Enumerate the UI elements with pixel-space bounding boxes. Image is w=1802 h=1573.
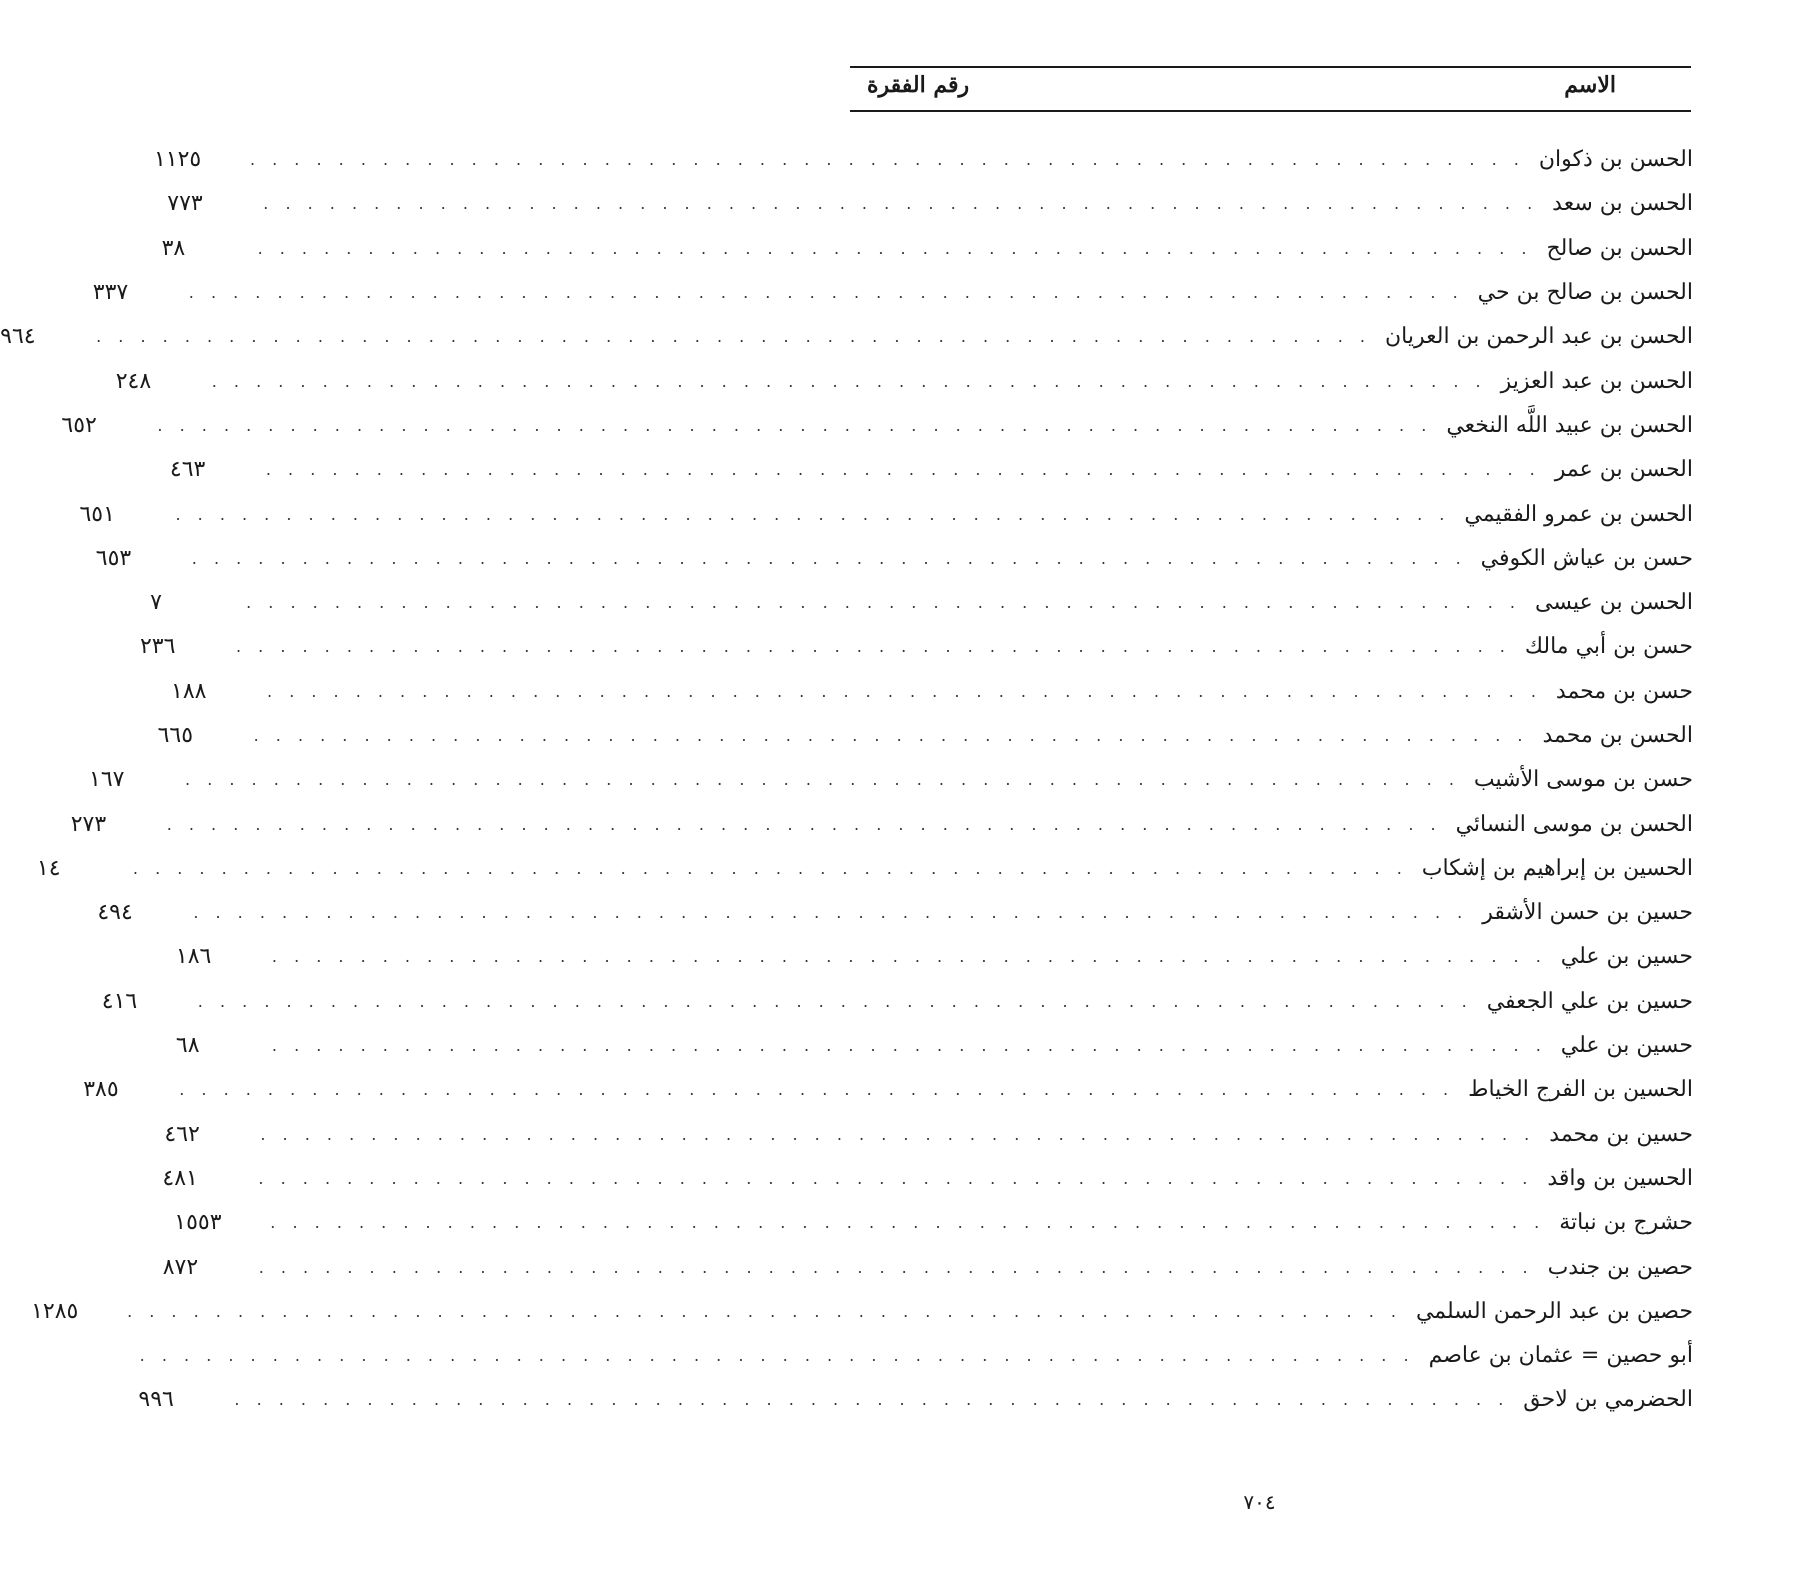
entry-name: الحسن بن عبيد اللَّه النخعي <box>1446 412 1693 438</box>
header-bottom-rule <box>850 110 1691 112</box>
entry-name: حسن بن عياش الكوفي <box>1480 545 1693 571</box>
index-entry-row <box>83 1068 1693 1112</box>
entry-name: حصين بن عبد الرحمن السلمي <box>1415 1298 1693 1324</box>
entry-paragraph-number: ٤١٦ <box>101 988 138 1014</box>
entry-paragraph-number: ٤٦٢ <box>164 1121 200 1147</box>
entry-name: الحسين بن إبراهيم بن إشكاب <box>1421 855 1693 881</box>
dot-leader: . . . . . . . . . . . . . . . . . . . . . . . . . . . . . . . . . . . . . . . . . . . . . . . . . . . . . . . . . . <box>211 371 1487 391</box>
dot-leader: . . . . . . . . . . . . . . . . . . . . . . . . . . . . . . . . . . . . . . . . . . . . . . . . . . . . . . . . . . <box>265 460 1541 480</box>
dot-leader: . . . . . . . . . . . . . . . . . . . . . . . . . . . . . . . . . . . . . . . . . . . . . . . . . . . . . . . . . . <box>166 814 1442 834</box>
entry-name: حصين بن جندب <box>1547 1254 1693 1280</box>
entry-paragraph-number: ١٨٨ <box>171 678 207 704</box>
entry-paragraph-number: ٦٨ <box>175 1033 200 1059</box>
dot-leader: . . . . . . . . . . . . . . . . . . . . . . . . . . . . . . . . . . . . . . . . . . . . . . . . . . . . . . . . . . <box>191 548 1467 568</box>
index-entry-row <box>95 537 1693 581</box>
entry-name: الحسن بن صالح بن حي <box>1477 280 1693 306</box>
entry-name: أبو حصين = عثمان بن عاصم <box>1428 1343 1693 1369</box>
entry-name: الحسين بن واقد <box>1547 1165 1693 1191</box>
entry-paragraph-number: ١٨٦ <box>175 944 212 970</box>
index-entry-row <box>31 1290 1693 1334</box>
index-entry-row <box>161 227 1693 271</box>
entry-name: حسن بن أبي مالك <box>1524 634 1693 660</box>
entry-name: الحسن بن عيسى <box>1535 590 1693 616</box>
entry-paragraph-number: ٩٦٤ <box>0 324 36 350</box>
entry-paragraph-number: ٦٥١ <box>79 501 115 527</box>
dot-leader: . . . . . . . . . . . . . . . . . . . . . . . . . . . . . . . . . . . . . . . . . . . . . . . . . . . . . . . . . . <box>246 593 1522 613</box>
dot-leader: . . . . . . . . . . . . . . . . . . . . . . . . . . . . . . . . . . . . . . . . . . . . . . . . . . . . . . . . . . <box>263 194 1539 214</box>
entry-paragraph-number: ٩٩٦ <box>138 1387 174 1413</box>
entry-paragraph-number: ٢٧٣ <box>70 811 107 837</box>
index-entry-row <box>36 847 1693 891</box>
dot-leader: . . . . . . . . . . . . . . . . . . . . . . . . . . . . . . . . . . . . . . . . . . . . . . . . . . . . . . . . . . <box>271 947 1547 967</box>
entry-paragraph-number: ١٦٧ <box>89 767 125 793</box>
index-entry-row <box>89 758 1693 802</box>
index-entry-row <box>61 404 1693 448</box>
dot-leader: . . . . . . . . . . . . . . . . . . . . . . . . . . . . . . . . . . . . . . . . . . . . . . . . . . . . . . . . . . <box>132 858 1408 878</box>
entry-paragraph-number: ٣٨ <box>161 235 186 261</box>
entry-name: الحسن بن محمد <box>1542 723 1693 748</box>
index-entry-row <box>138 1378 1693 1422</box>
entry-name: حسن بن محمد <box>1555 678 1693 704</box>
entry-name: الحسن بن عبد العزيز <box>1500 368 1693 394</box>
index-entry-row <box>139 625 1693 669</box>
dot-leader: . . . . . . . . . . . . . . . . . . . . . . . . . . . . . . . . . . . . . . . . . . . . . . . . . . . . . . . . . . <box>96 327 1372 347</box>
dot-leader: . . . . . . . . . . . . . . . . . . . . . . . . . . . . . . . . . . . . . . . . . . . . . . . . . . . . . . . . . . <box>193 903 1469 923</box>
dot-leader: . . . . . . . . . . . . . . . . . . . . . . . . . . . . . . . . . . . . . . . . . . . . . . . . . . . . . . . . . . <box>258 1168 1534 1188</box>
page-number: ٧٠٤ <box>1243 1490 1276 1514</box>
entry-paragraph-number: ٢٤٨ <box>115 368 152 394</box>
index-entry-row <box>79 492 1693 536</box>
entry-paragraph-number: ٦٥٢ <box>61 412 97 438</box>
entry-paragraph-number: ١١٢٥ <box>153 147 202 173</box>
index-entry-row <box>167 182 1693 226</box>
entry-name: الحضرمي بن لاحق <box>1523 1387 1693 1413</box>
index-entry-row <box>101 980 1693 1024</box>
dot-leader: . . . . . . . . . . . . . . . . . . . . . . . . . . . . . . . . . . . . . . . . . . . . . . . . . . . . . . . . . . <box>270 1213 1546 1233</box>
entry-name: حشرج بن نباتة <box>1559 1210 1693 1236</box>
dot-leader: . . . . . . . . . . . . . . . . . . . . . . . . . . . . . . . . . . . . . . . . . . . . . . . . . . . . . . . . . . <box>157 415 1433 435</box>
dot-leader: . . . . . . . . . . . . . . . . . . . . . . . . . . . . . . . . . . . . . . . . . . . . . . . . . . . . . . . . . . <box>234 1390 1510 1410</box>
dot-leader: . . . . . . . . . . . . . . . . . . . . . . . . . . . . . . . . . . . . . . . . . . . . . . . . . . . . . . . . . . <box>175 504 1451 524</box>
entry-name: حسين بن علي <box>1560 1033 1693 1059</box>
entry-name: حسين بن علي <box>1560 944 1693 970</box>
index-entry-row <box>162 1157 1693 1201</box>
dot-leader: . . . . . . . . . . . . . . . . . . . . . . . . . . . . . . . . . . . . . . . . . . . . . . . . . . . . . . . . . . <box>271 1036 1547 1056</box>
index-entry-row <box>175 935 1693 979</box>
index-entry-row <box>97 891 1693 935</box>
entry-paragraph-number: ٤٩٤ <box>97 900 133 926</box>
dot-leader: . . . . . . . . . . . . . . . . . . . . . . . . . . . . . . . . . . . . . . . . . . . . . . . . . . . . . . . . . . <box>235 637 1511 657</box>
index-entry-row <box>174 1201 1693 1245</box>
index-entry-row <box>175 1024 1693 1068</box>
dot-leader: . . . . . . . . . . . . . . . . . . . . . . . . . . . . . . . . . . . . . . . . . . . . . . . . . . . . . . . . . . <box>188 283 1464 303</box>
entry-paragraph-number: ٢٣٦ <box>139 634 176 660</box>
dot-leader: . . . . . . . . . . . . . . . . . . . . . . . . . . . . . . . . . . . . . . . . . . . . . . . . . . . . . . . . . . <box>267 681 1542 701</box>
entry-name: الحسن بن موسى النسائي <box>1455 811 1693 837</box>
entry-paragraph-number: ٧٧٣ <box>167 191 203 217</box>
header-top-rule <box>850 66 1691 68</box>
entry-paragraph-number: ٨٧٢ <box>162 1254 199 1280</box>
index-entry-row <box>0 315 1693 359</box>
entry-name: الحسن بن صالح <box>1546 235 1693 261</box>
entry-name: الحسن بن عمرو الفقيمي <box>1464 501 1693 527</box>
index-entry-row <box>92 271 1693 315</box>
entry-paragraph-number: ١٥٥٣ <box>174 1210 222 1236</box>
dot-leader: . . . . . . . . . . . . . . . . . . . . . . . . . . . . . . . . . . . . . . . . . . . . . . . . . . . . . . . . . . <box>258 1257 1534 1277</box>
index-entry-row <box>139 1334 1693 1378</box>
entry-paragraph-number: ٤٨١ <box>162 1165 198 1191</box>
index-entry-row <box>153 138 1693 182</box>
index-entries <box>0 138 1693 1423</box>
entry-name: حسين بن محمد <box>1549 1121 1693 1147</box>
dot-leader: . . . . . . . . . . . . . . . . . . . . . . . . . . . . . . . . . . . . . . . . . . . . . . . . . . . . . . . . . . <box>257 238 1533 258</box>
entry-paragraph-number: ١٢٨٥ <box>31 1298 79 1324</box>
entry-name: الحسن بن عمر <box>1554 457 1693 483</box>
index-entry-row <box>164 1113 1693 1157</box>
index-entry-row <box>150 581 1693 625</box>
entry-name: الحسن بن ذكوان <box>1538 147 1693 173</box>
column-header-number: رقم الفقرة <box>867 72 970 98</box>
dot-leader: . . . . . . . . . . . . . . . . . . . . . . . . . . . . . . . . . . . . . . . . . . . . . . . . . . . . . . . . . . <box>197 991 1473 1011</box>
entry-name: حسين بن علي الجعفي <box>1486 988 1693 1014</box>
dot-leader: . . . . . . . . . . . . . . . . . . . . . . . . . . . . . . . . . . . . . . . . . . . . . . . . . . . . . . . . . . <box>249 150 1525 170</box>
dot-leader: . . . . . . . . . . . . . . . . . . . . . . . . . . . . . . . . . . . . . . . . . . . . . . . . . . . . . . . . . . <box>185 770 1460 790</box>
index-entry-row <box>169 448 1693 492</box>
entry-paragraph-number: ٦٥٣ <box>95 545 132 571</box>
column-header-name: الاسم <box>1564 72 1616 98</box>
dot-leader: . . . . . . . . . . . . . . . . . . . . . . . . . . . . . . . . . . . . . . . . . . . . . . . . . . . . . . . . . . <box>179 1080 1455 1100</box>
index-entry-row <box>115 359 1693 403</box>
entry-name: الحسن بن سعد <box>1552 191 1693 217</box>
entry-name: الحسين بن الفرج الخياط <box>1468 1077 1693 1103</box>
entry-name: حسن بن موسى الأشيب <box>1473 767 1693 793</box>
dot-leader: . . . . . . . . . . . . . . . . . . . . . . . . . . . . . . . . . . . . . . . . . . . . . . . . . . . . . . . . . . <box>253 726 1529 745</box>
entry-paragraph-number: ٤٦٣ <box>169 457 206 483</box>
dot-leader: . . . . . . . . . . . . . . . . . . . . . . . . . . . . . . . . . . . . . . . . . . . . . . . . . . . . . . . . . . <box>139 1346 1415 1366</box>
entry-name: الحسن بن عبد الرحمن بن العريان <box>1385 324 1693 350</box>
entry-paragraph-number: ٣٣٧ <box>92 280 129 306</box>
entry-paragraph-number: ٧ <box>150 590 162 616</box>
dot-leader: . . . . . . . . . . . . . . . . . . . . . . . . . . . . . . . . . . . . . . . . . . . . . . . . . . . . . . . . . . <box>260 1124 1536 1144</box>
dot-leader: . . . . . . . . . . . . . . . . . . . . . . . . . . . . . . . . . . . . . . . . . . . . . . . . . . . . . . . . . . <box>127 1301 1402 1321</box>
entry-name: حسين بن حسن الأشقر <box>1482 900 1693 926</box>
index-entry-row <box>70 802 1693 846</box>
entry-paragraph-number: ٣٨٥ <box>83 1077 119 1103</box>
index-entry-row <box>157 714 1693 758</box>
index-entry-row <box>171 670 1693 714</box>
entry-paragraph-number: ١٤ <box>36 855 61 881</box>
index-entry-row <box>162 1245 1693 1289</box>
entry-paragraph-number: ٦٦٥ <box>157 723 194 748</box>
